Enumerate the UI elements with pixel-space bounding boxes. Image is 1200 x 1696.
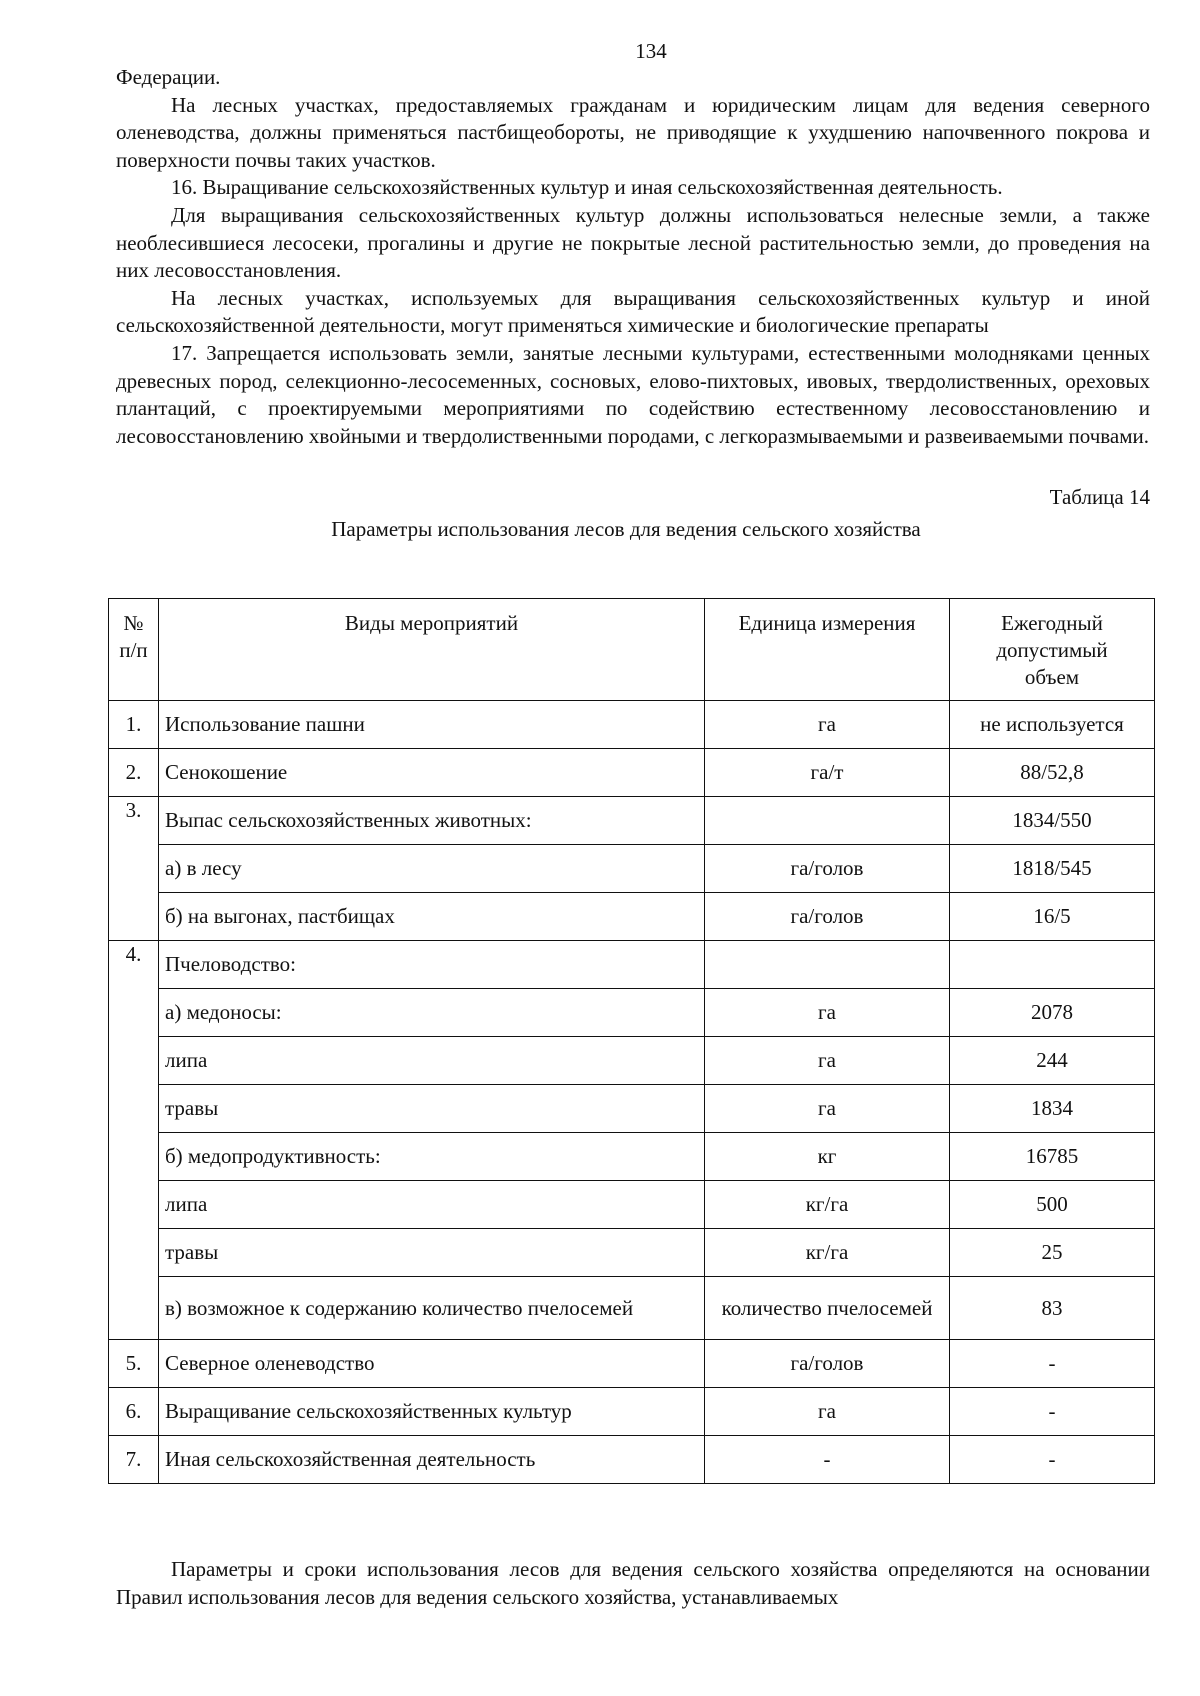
volume-cell: 25 xyxy=(950,1229,1155,1277)
volume-cell: не используется xyxy=(950,701,1155,749)
header-name: Виды мероприятий xyxy=(159,599,705,701)
table-row xyxy=(109,749,1155,797)
page-number: 134 xyxy=(635,39,667,63)
header-unit: Единица измерения xyxy=(705,599,950,701)
unit-cell: га xyxy=(705,989,950,1037)
volume-cell: 2078 xyxy=(950,989,1155,1037)
unit-cell: - xyxy=(705,1436,950,1484)
volume-cell: 16/5 xyxy=(950,893,1155,941)
table-row xyxy=(109,845,1155,893)
table-row xyxy=(109,1133,1155,1181)
row-number: 2. xyxy=(109,749,159,797)
activity-cell: а) медоносы: xyxy=(159,989,705,1037)
table-row xyxy=(109,1037,1155,1085)
unit-cell: га/т xyxy=(705,749,950,797)
table-body xyxy=(109,701,1155,1484)
row-number: 7. xyxy=(109,1436,159,1484)
row-number: 4. xyxy=(109,941,159,1340)
table-row xyxy=(109,1277,1155,1340)
table-row xyxy=(109,1181,1155,1229)
paragraph: 17. Запрещается использовать земли, занятые лесными культурами, естественными молодняками ценных древесных пород, селекционно-лесосеменных, сосновых, елово-пихтовых, ивовых, твердолиственных, ореховых плантаций, с проектируемыми мероприятиями по содействию естественному лесовосстановлению и лесовосстановлению хвойными и твердолиственными породами, с легкоразмываемыми и развеиваемыми почвами. xyxy=(116,340,1150,448)
activity-cell: Выращивание сельскохозяйственных культур xyxy=(159,1388,705,1436)
closing-paragraph: Параметры и сроки использования лесов для ведения сельского хозяйства определяются на основании Правил использования лесов для ведения сельского хозяйства, устанавливаемых xyxy=(116,1557,1150,1609)
unit-cell: га xyxy=(705,1388,950,1436)
unit-cell: га xyxy=(705,1085,950,1133)
activity-cell: в) возможное к содержанию количество пчелосемей xyxy=(159,1277,705,1340)
paragraph: На лесных участках, предоставляемых гражданам и юридическим лицам для ведения северного оленеводства, должны применяться пастбищеобороты, не приводящие к ухудшению напочвенного покрова и поверхности почвы таких участков. xyxy=(116,92,1150,172)
paragraph: 16. Выращивание сельскохозяйственных культур и иная сельскохозяйственная деятельность. xyxy=(171,175,1003,200)
unit-cell xyxy=(705,797,950,845)
activity-cell: б) медопродуктивность: xyxy=(159,1133,705,1181)
volume-cell: 88/52,8 xyxy=(950,749,1155,797)
volume-cell: 1834/550 xyxy=(950,797,1155,845)
activity-cell: Сенокошение xyxy=(159,749,705,797)
row-number: 5. xyxy=(109,1340,159,1388)
unit-cell xyxy=(705,941,950,989)
unit-cell: количество пчелосемей xyxy=(705,1277,950,1340)
table-row xyxy=(109,1085,1155,1133)
volume-cell: 16785 xyxy=(950,1133,1155,1181)
activity-cell: травы xyxy=(159,1085,705,1133)
activity-cell: Северное оленеводство xyxy=(159,1340,705,1388)
table-header-row xyxy=(109,599,1155,701)
unit-cell: кг/га xyxy=(705,1229,950,1277)
volume-cell: - xyxy=(950,1388,1155,1436)
table-row xyxy=(109,701,1155,749)
intro-text xyxy=(116,64,1150,450)
row-number: 6. xyxy=(109,1388,159,1436)
activity-cell: Иная сельскохозяйственная деятельность xyxy=(159,1436,705,1484)
header-num: № п/п xyxy=(109,599,159,701)
unit-cell: га/голов xyxy=(705,893,950,941)
unit-cell: кг/га xyxy=(705,1181,950,1229)
activity-cell: а) в лесу xyxy=(159,845,705,893)
volume-cell: 500 xyxy=(950,1181,1155,1229)
header-value: Ежегодный допустимый объем xyxy=(950,599,1155,701)
unit-cell: га xyxy=(705,1037,950,1085)
table-row xyxy=(109,893,1155,941)
volume-cell: 83 xyxy=(950,1277,1155,1340)
table-label: Таблица 14 xyxy=(1049,485,1150,510)
table-container xyxy=(108,598,1154,1484)
table-row xyxy=(109,1388,1155,1436)
row-number: 1. xyxy=(109,701,159,749)
document-page xyxy=(116,38,1150,542)
activity-cell: липа xyxy=(159,1181,705,1229)
table-row xyxy=(109,797,1155,845)
activity-cell: травы xyxy=(159,1229,705,1277)
volume-cell: - xyxy=(950,1340,1155,1388)
activity-cell: Пчеловодство: xyxy=(159,941,705,989)
volume-cell xyxy=(950,941,1155,989)
table-row xyxy=(109,1436,1155,1484)
table-row xyxy=(109,989,1155,1037)
volume-cell: 1834 xyxy=(950,1085,1155,1133)
paragraph: На лесных участках, используемых для выращивания сельскохозяйственных культур и иной сельскохозяйственной деятельности, могут применяться химические и биологические препараты xyxy=(116,285,1150,338)
activity-cell: б) на выгонах, пастбищах xyxy=(159,893,705,941)
activity-cell: липа xyxy=(159,1037,705,1085)
volume-cell: 1818/545 xyxy=(950,845,1155,893)
unit-cell: га/голов xyxy=(705,1340,950,1388)
paragraph: Федерации. xyxy=(116,65,221,89)
parameters-table xyxy=(108,598,1155,1484)
paragraph: Для выращивания сельскохозяйственных культур должны использоваться нелесные земли, а также необлесившиеся лесосеки, прогалины и другие не покрытые лесной растительностью земли, до проведения на них лесовосстановления. xyxy=(116,202,1150,283)
activity-cell: Выпас сельскохозяйственных животных: xyxy=(159,797,705,845)
table-row xyxy=(109,941,1155,989)
row-number: 3. xyxy=(109,797,159,941)
volume-cell: 244 xyxy=(950,1037,1155,1085)
table-title: Параметры использования лесов для ведения сельского хозяйства xyxy=(331,517,921,542)
table-row xyxy=(109,1340,1155,1388)
closing-text xyxy=(116,1556,1150,1611)
activity-cell: Использование пашни xyxy=(159,701,705,749)
table-row xyxy=(109,1229,1155,1277)
unit-cell: га/голов xyxy=(705,845,950,893)
unit-cell: кг xyxy=(705,1133,950,1181)
unit-cell: га xyxy=(705,701,950,749)
volume-cell: - xyxy=(950,1436,1155,1484)
